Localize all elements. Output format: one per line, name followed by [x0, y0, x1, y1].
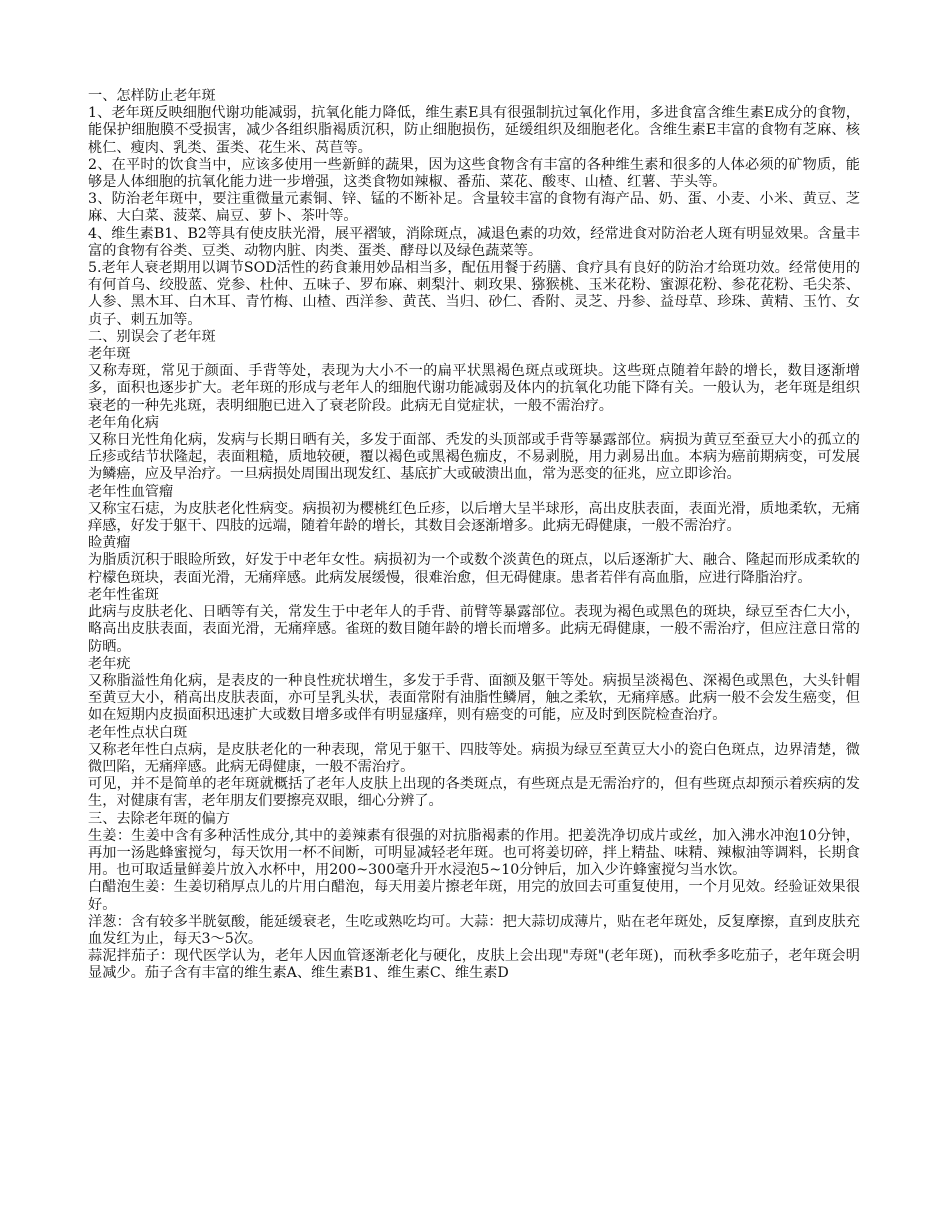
- paragraph: 又称日光性角化病，发病与长期日晒有关，多发于面部、秃发的头顶部或手背等暴露部位。病损为黄豆至蚕豆大小的孤立的丘疹或结节状隆起，表面粗糙，质地较硬，覆以褐色或黑褐色痂皮，不易剥脱，用力剥易出血。本病为癌前期病变，可发展为鳞癌，应及早治疗。一旦病损处周围出现发红、基底扩大或破溃出血，常为恶变的征兆，应立即诊治。: [88, 432, 860, 483]
- entry-title: 老年斑: [88, 346, 131, 363]
- paragraph: 3、防治老年斑中，要注重微量元素铜、锌、锰的不断补足。含量较丰富的食物有海产品、奶、蛋、小麦、小米、黄豆、芝麻、大白菜、菠菜、扁豆、萝卜、茶叶等。: [88, 191, 860, 225]
- section-heading: 二、别误会了老年斑: [88, 328, 216, 345]
- section-heading: 三、去除老年斑的偏方: [88, 810, 230, 827]
- paragraph: 5.老年人衰老期用以调节SOD活性的药食兼用妙品相当多，配伍用餐于药膳、食疗具有良好的防治才给斑功效。经常使用的有何首乌、绞股蓝、党参、杜仲、五味子、罗布麻、刺梨汁、刺玫果、猕猴桃、玉米花粉、蜜源花粉、参花花粉、毛尖茶、人参、黑木耳、白木耳、青竹梅、山楂、西洋参、黄芪、当归、砂仁、香附、灵芝、丹参、益母草、珍珠、黄精、玉竹、女贞子、刺五加等。: [88, 260, 860, 328]
- paragraph: 白醋泡生姜：生姜切稍厚点儿的片用白醋泡，每天用姜片擦老年斑，用完的放回去可重复使用，一个月见效。经验证效果很好。: [88, 879, 860, 913]
- paragraph: 2、在平时的饮食当中，应该多使用一些新鲜的蔬果，因为这些食物含有丰富的各种维生素和很多的人体必须的矿物质，能够是人体细胞的抗氧化能力进一步增强，这类食物如辣椒、番茄、菜花、酸枣、山楂、红薯、芋头等。: [88, 156, 860, 191]
- entry-title: 老年疣: [88, 655, 131, 672]
- paragraph: 1、老年斑反映细胞代谢功能减弱，抗氧化能力降低，维生素E具有很强制抗过氧化作用，多进食富含维生素E成分的食物，能保护细胞膜不受损害，减少各组织脂褐质沉积，防止细胞损伤，延缓组织及细胞老化。含维生素E丰富的食物有芝麻、核桃仁、瘦肉、乳类、蛋类、花生米、莴苣等。: [88, 105, 860, 156]
- paragraph: 可见，并不是简单的老年斑就概括了老年人皮肤上出现的各类斑点，有些斑点是无需治疗的，但有些斑点却预示着疾病的发生，对健康有害，老年朋友们要擦亮双眼，细心分辨了。: [88, 776, 860, 810]
- paragraph: 此病与皮肤老化、日晒等有关，常发生于中老年人的手背、前臂等暴露部位。表现为褐色或黑色的斑块，绿豆至杏仁大小，略高出皮肤表面，表面光滑，无痛痒感。雀斑的数目随年龄的增长而增多。此病无碍健康，一般不需治疗，但应注意日常的防晒。: [88, 604, 860, 655]
- paragraph: 4、维生素B1、B2等具有使皮肤光滑，展平褶皱，消除斑点，减退色素的功效，经常进食对防治老人斑有明显效果。含量丰富的食物有谷类、豆类、动物内脏、肉类、蛋类、酵母以及绿色蔬菜等。: [88, 225, 860, 259]
- paragraph: 又称老年性白点病，是皮肤老化的一种表现，常见于躯干、四肢等处。病损为绿豆至黄豆大小的瓷白色斑点，边界清楚，微微凹陷，无痛痒感。此病无碍健康，一般不需治疗。: [88, 741, 860, 775]
- entry-title: 老年性点状白斑: [88, 724, 188, 741]
- section-heading: 一、怎样防止老年斑: [88, 88, 216, 104]
- entry-title: 老年性血管瘤: [88, 483, 174, 500]
- document-page: [88, 88, 860, 983]
- paragraph: 洋葱：含有较多半胱氨酸，能延缓衰老，生吃或熟吃均可。大蒜：把大蒜切成薄片，贴在老年斑处，反复摩擦，直到皮肤充血发红为止，每天3～5次。: [88, 913, 860, 947]
- entry-title: 老年性雀斑: [88, 586, 159, 603]
- paragraph: 又称宝石痣，为皮肤老化性病变。病损初为樱桃红色丘疹，以后增大呈半球形，高出皮肤表面，表面光滑，质地柔软，无痛痒感，好发于躯干、四肢的远端，随着年龄的增长，其数目会逐渐增多。此病无碍健康，一般不需治疗。: [88, 500, 860, 535]
- entry-title: 老年角化病: [88, 414, 159, 431]
- paragraph: 又称脂溢性角化病，是表皮的一种良性疣状增生，多发于手背、面额及躯干等处。病损呈淡褐色、深褐色或黑色，大头针帽至黄豆大小，稍高出皮肤表面，亦可呈乳头状，表面常附有油脂性鳞屑，触之柔软，无痛痒感。此病一般不会发生癌变，但如在短期内皮损面积迅速扩大或数目增多或伴有明显瘙痒，则有癌变的可能，应及时到医院检查治疗。: [88, 672, 860, 724]
- entry-title: 睑黄瘤: [88, 535, 131, 552]
- paragraph: 生姜：生姜中含有多种活性成分,其中的姜辣素有很强的对抗脂褐素的作用。把姜洗净切成片或丝，加入沸水冲泡10分钟，再加一汤匙蜂蜜搅匀，每天饮用一杯不间断，可明显减轻老年斑。也可将姜切碎，拌上精盐、味精、辣椒油等调料，长期食用。也可取适量鲜姜片放入水杯中，用200~300毫升开水浸泡5~10分钟后，加入少许蜂蜜搅匀当水饮。: [88, 827, 860, 879]
- paragraph: 为脂质沉积于眼睑所致，好发于中老年女性。病损初为一个或数个淡黄色的斑点，以后逐渐扩大、融合、隆起而形成柔软的柠檬色斑块，表面光滑，无痛痒感。此病发展缓慢，很难治愈，但无碍健康。患者若伴有高血脂，应进行降脂治疗。: [88, 552, 860, 586]
- paragraph: 蒜泥拌茄子：现代医学认为，老年人因血管逐渐老化与硬化，皮肤上会出现"寿斑"(老年斑)，而秋季多吃茄子，老年斑会明显减少。茄子含有丰富的维生素A、维生素B1、维生素C、维生素D: [88, 948, 860, 982]
- paragraph: 又称寿斑，常见于颜面、手背等处，表现为大小不一的扁平状黑褐色斑点或斑块。这些斑点随着年龄的增长，数目逐渐增多，面积也逐步扩大。老年斑的形成与老年人的细胞代谢功能减弱及体内的抗氧化功能下降有关。一般认为，老年斑是组织衰老的一种先兆斑，表明细胞已进入了衰老阶段。此病无自觉症状，一般不需治疗。: [88, 363, 860, 414]
